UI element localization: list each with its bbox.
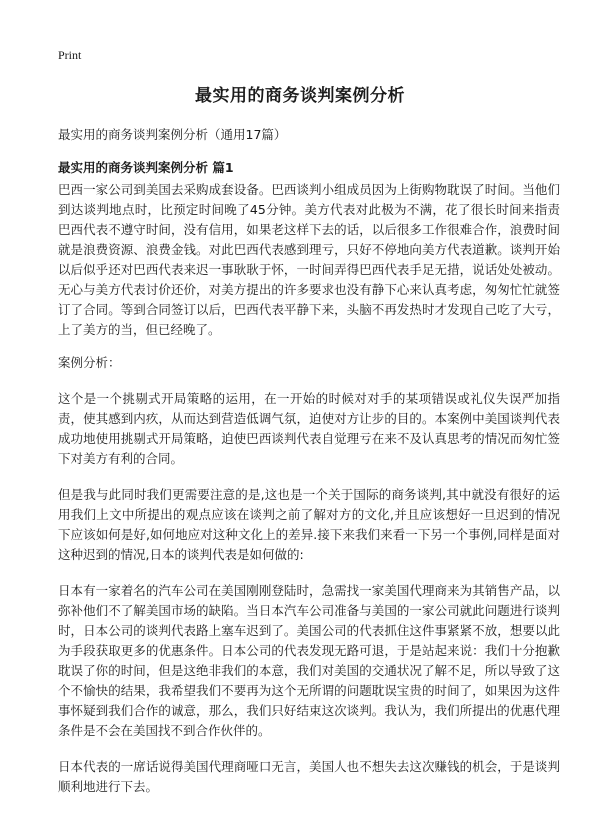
paragraph-brazil-case: 巴西一家公司到美国去采购成套设备。巴西谈判小组成员因为上街购物耽误了时间。当他们到达谈判地点时，比预定时间晚了45分钟。美方代表对此极为不满，花了很长时间来指责巴西代表不遵守时间，没有信用，如果老这样下去的话，以后很多工作很难合作，浪费时间就是浪费资源、浪费金钱。对此巴西代表感到理亏，只好不停地向美方代表道歉。谈判开始以后似乎还对巴西代表来迟一事耿耿于怀，一时间弄得巴西代表手足无措，说话处处被动。无心与美方代表讨价还价，对美方提出的许多要求也没有静下心来认真考虑，匆匆忙忙就签订了合同。等到合同签订以后，巴西代表平静下来，头脑不再发热时才发现自己吃了大亏，上了美方的当，但已经晚了。 xyxy=(58,182,560,337)
section-heading: 最实用的商务谈判案例分析 篇1 xyxy=(58,160,234,175)
document-subtitle: 最实用的商务谈判案例分析（通用17篇） xyxy=(58,127,287,142)
paragraph-conclusion: 日本代表的一席话说得美国代理商哑口无言，美国人也不想失去这次赚钱的机会，于是谈判顺利地进行下去。 xyxy=(58,759,560,794)
paragraph-japan-case: 日本有一家着名的汽车公司在美国刚刚登陆时，急需找一家美国代理商来为其销售产品，以弥补他们不了解美国市场的缺陷。当日本汽车公司准备与美国的一家公司就此问题进行谈判时，日本公司的谈判代表路上塞车迟到了。美国公司的代表抓住这件事紧紧不放，想要以此为手段获取更多的优惠条件。日本公司的代表发现无路可退，于是站起来说：我们十分抱歉耽误了你的时间，但是这绝非我们的本意，我们对美国的交通状况了解不足，所以导致了这个不愉快的结果，我希望我们不要再为这个无所谓的问题耽误宝贵的时间了，如果因为这件事怀疑到我们合作的诚意，那么，我们只好结束这次谈判。我认为，我们所提出的优惠代理条件是不会在美国找不到合作伙伴的。 xyxy=(58,583,560,738)
paragraph-analysis: 这个是一个挑剔式开局策略的运用，在一开始的时候对对手的某项错误或礼仪失误严加指责，使其感到内疚，从而达到营造低调气氛，迫使对方让步的目的。本案例中美国谈判代表成功地使用挑剔式开局策略，迫使巴西谈判代表自觉理亏在来不及认真思考的情况而匆忙签下对美方有利的合同。 xyxy=(58,391,560,466)
page-title: 最实用的商务谈判案例分析 xyxy=(195,86,405,106)
print-link[interactable]: Print xyxy=(58,48,82,62)
paragraph-transition: 但是我与此同时我们更需要注意的是,这也是一个关于国际的商务谈判,其中就没有很好的运用我们上文中所提出的观点应该在谈判之前了解对方的文化,并且应该想好一旦迟到的情况下应该如何是好,如何地应对这种文化上的差异.接下来我们来看一下另一个事例,同样是面对这种迟到的情况,日本的谈判代表是如何做的: xyxy=(58,487,560,562)
paragraph-analysis-label: 案例分析： xyxy=(58,355,121,370)
